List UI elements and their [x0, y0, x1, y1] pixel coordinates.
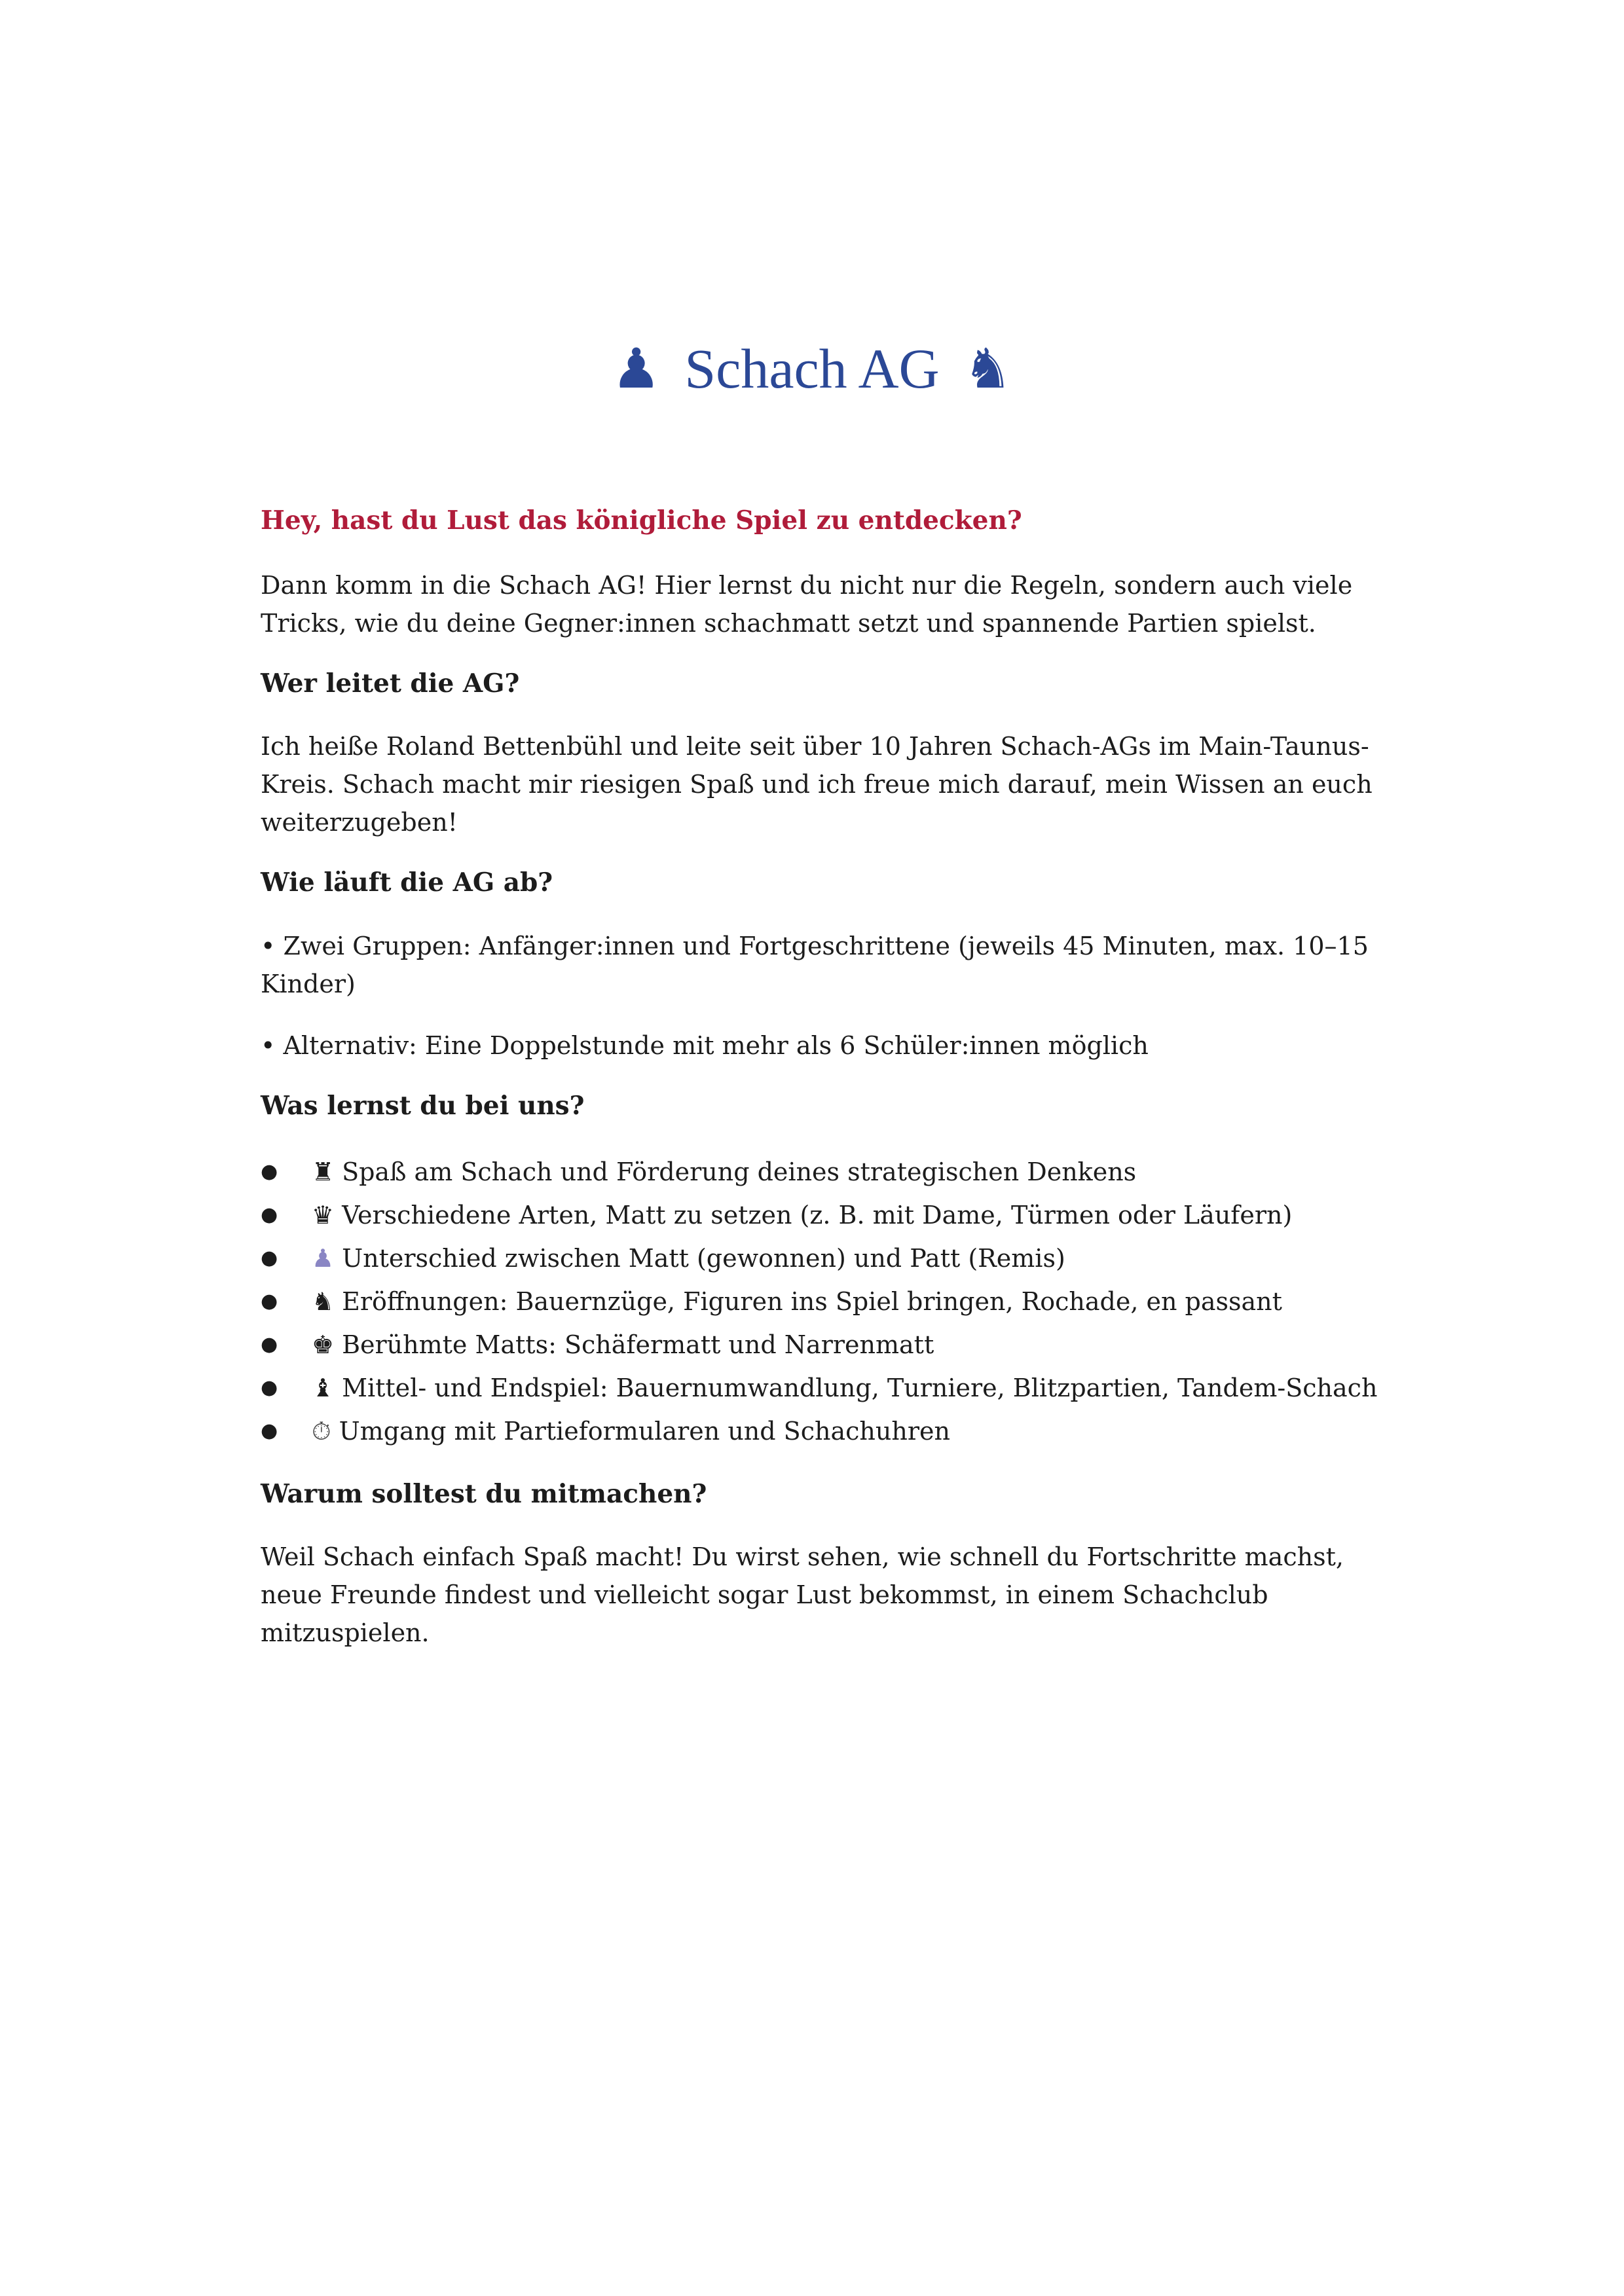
list-item-text: Mittel- und Endspiel: Bauernumwandlung, Turniere, Blitzpartien, Tandem-Schach: [342, 1373, 1378, 1402]
format-item: • Zwei Gruppen: Anfänger:innen und Fortgeschrittene (jeweils 45 Minuten, max. 10–15 Kinder): [261, 932, 1369, 999]
page-title: Schach AG: [684, 337, 940, 400]
list-item-text: Unterschied zwischen Matt (gewonnen) und Patt (Remis): [342, 1243, 1065, 1273]
why-heading: Warum solltest du mitmachen?: [261, 1478, 707, 1509]
bullet-icon: ●: [261, 1159, 278, 1183]
format-heading: Wie läuft die AG ab?: [261, 867, 553, 898]
list-item: [261, 1194, 1374, 1237]
bullet-icon: ●: [261, 1246, 278, 1269]
bullet-icon: ●: [261, 1289, 278, 1313]
list-item: [261, 1150, 1374, 1194]
list-item: [261, 1237, 1374, 1280]
bullet-icon: ●: [261, 1203, 278, 1226]
intro-heading: Hey, hast du Lust das königliche Spiel zu entdecken?: [261, 505, 1022, 536]
list-item-text: Verschiedene Arten, Matt zu setzen (z. B. mit Dame, Türmen oder Läufern): [342, 1200, 1293, 1230]
intro-text: Dann komm in die Schach AG! Hier lernst du nicht nur die Regeln, sondern auch viele Tricks, wie du deine Gegner:innen schachmatt setzt und spannende Partien spielst.: [261, 570, 1353, 638]
stopwatch-icon: ⏱: [312, 1416, 331, 1446]
leader-heading: Wer leitet die AG?: [261, 668, 520, 699]
list-item: [261, 1280, 1374, 1323]
chess-knight-icon: ♞: [963, 337, 1012, 401]
chess-queen-icon: ♛: [312, 1200, 335, 1230]
chess-bishop-icon: ♝: [312, 1373, 335, 1402]
main-content: [261, 504, 1378, 1652]
format-item: • Alternativ: Eine Doppelstunde mit mehr als 6 Schüler:innen möglich: [261, 1031, 1149, 1061]
chess-pawn-icon: ♟: [312, 1243, 335, 1273]
learn-list: [261, 1150, 1378, 1453]
chess-knight-icon: ♞: [312, 1286, 335, 1316]
list-item: [261, 1410, 1374, 1453]
why-text: Weil Schach einfach Spaß macht! Du wirst sehen, wie schnell du Fortschritte machst, neue Freunde findest und vielleicht sogar Lust bekommst, in einem Schachclub mitzuspielen.: [261, 1542, 1344, 1648]
list-item-text: Berühmte Matts: Schäfermatt und Narrenmatt: [342, 1330, 934, 1359]
bullet-icon: ●: [261, 1376, 278, 1399]
title-row: [0, 337, 1624, 419]
list-item: [261, 1366, 1378, 1410]
chess-pawn-icon: ♟: [612, 337, 661, 401]
list-item-text: Umgang mit Partieformularen und Schachuhren: [339, 1416, 950, 1446]
leader-text: Ich heiße Roland Bettenbühl und leite seit über 10 Jahren Schach-AGs im Main-Taunus-Kreis. Schach macht mir riesigen Spaß und ich freue mich darauf, mein Wissen an euch weiterzugeben!: [261, 732, 1373, 837]
learn-heading: Was lernst du bei uns?: [261, 1091, 585, 1121]
list-item-text: Spaß am Schach und Förderung deines strategischen Denkens: [342, 1157, 1137, 1186]
chess-rook-icon: ♜: [312, 1157, 335, 1186]
list-item: [261, 1323, 1374, 1366]
bullet-icon: ●: [261, 1332, 278, 1356]
bullet-icon: ●: [261, 1419, 278, 1442]
chess-king-icon: ♚: [312, 1330, 335, 1359]
list-item-text: Eröffnungen: Bauernzüge, Figuren ins Spiel bringen, Rochade, en passant: [342, 1286, 1282, 1316]
